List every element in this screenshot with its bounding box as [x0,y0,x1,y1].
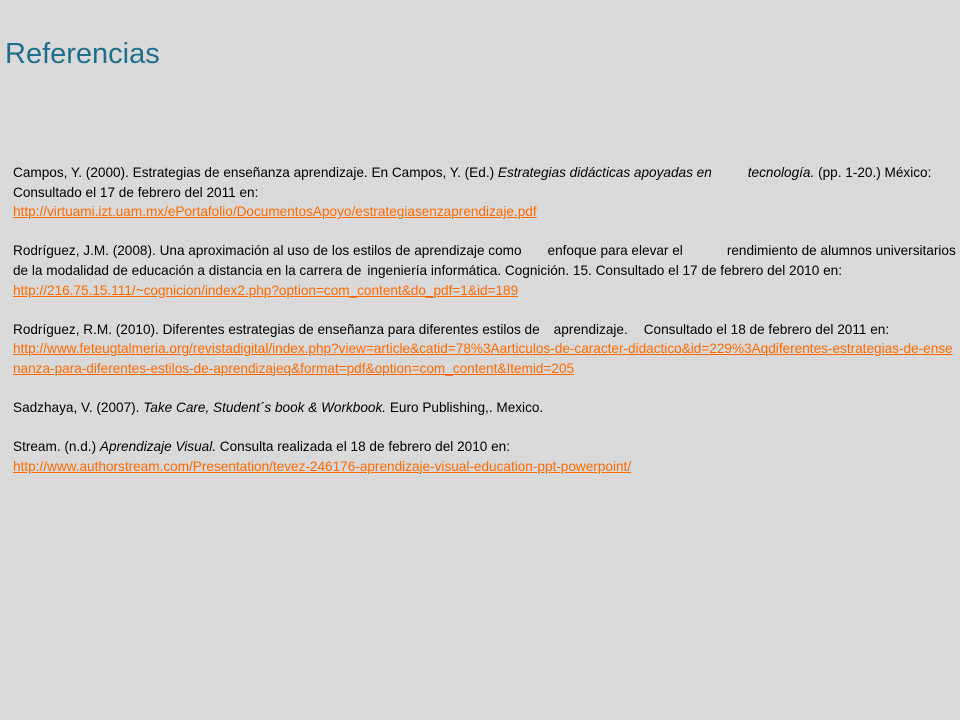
reference-text: Rodríguez, R.M. (2010). Diferentes estrategias de enseñanza para diferentes estilos de [13,321,540,337]
reference-italic-title: Aprendizaje Visual. [99,439,217,455]
reference-text: aprendizaje. [553,321,628,337]
reference-link[interactable]: http://www.feteugtalmeria.org/revistadigital/index.php?view=article&catid=78%3Aarticulos-de-caracter-didactico&id=229%3Aqdiferentes-estrategias-de-ensenanza-para-diferentes-estilos-de-aprendizajeq&format=pdf&option=com_content&Itemid=205 [13,341,953,376]
reference-rodriguez-rm [13,320,958,379]
reference-italic-title: Take Care, Student´s book & Workbook. [143,400,387,416]
reference-text: Estrategias de enseñanza aprendizaje. En Campos, Y. (Ed.) [132,165,495,180]
reference-link[interactable]: http://216.75.15.111/~cognicion/index2.php?option=com_content&do_pdf=1&id=189 [13,282,519,298]
reference-text: Euro Publishing,. Mexico. [389,400,544,416]
reference-text: rendimiento de alumnos universitarios de la modalidad de educación a distancia en la carrera de [13,243,956,278]
reference-link[interactable]: http://www.authorstream.com/Presentation/tevez-246176-aprendizaje-visual-education-ppt-powerpoint/ [13,458,632,474]
reference-link[interactable]: http://virtuami.izt.uam.mx/ePortafolio/DocumentosApoyo/estrategiasenzaprendizaje.pdf [13,204,537,220]
reference-text: Consulta realizada el 18 de febrero del 2010 en: [219,439,510,455]
reference-text: Sadzhaya, V. (2007). [13,400,140,416]
reference-text: Rodríguez, J.M. (2008). Una aproximación al uso de los estilos de aprendizaje como [13,243,522,259]
references-list [13,163,958,496]
reference-text: Stream. (n.d.) [13,439,97,455]
reference-rodriguez-jm [13,241,958,300]
reference-campos [13,163,958,222]
reference-text: Consultado el 18 de febrero del 2011 en: [643,321,890,337]
reference-text: ingeniería informática. Cognición. 15. Consultado el 17 de febrero del 2010 en: [367,262,842,278]
slide-title: Referencias [5,38,160,70]
reference-stream [13,437,958,476]
reference-text: enfoque para elevar el [547,243,683,259]
reference-italic-title-cont: tecnología. [747,165,815,180]
reference-text: (pp. 1-20.) México: Consultado el 17 de febrero del 2011 en: [13,165,932,200]
reference-italic-title: Estrategias didácticas apoyadas en [497,165,712,180]
reference-sadzhaya [13,398,958,418]
reference-author: Campos, Y. (2000). [13,165,129,180]
